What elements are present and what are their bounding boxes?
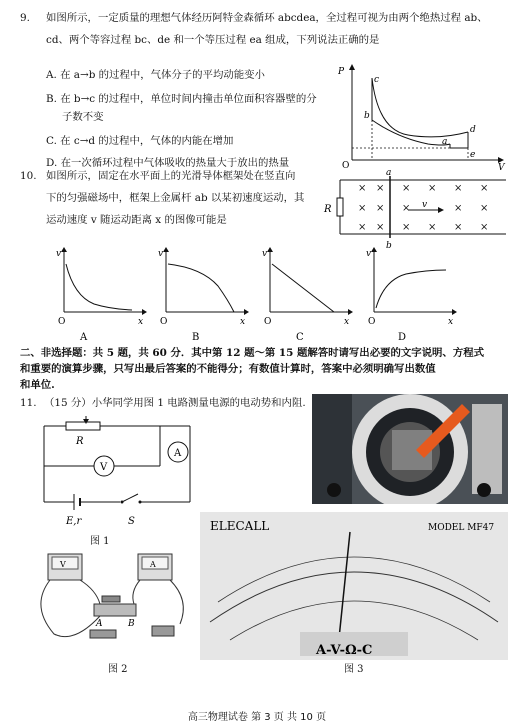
svg-text:A: A	[174, 448, 182, 459]
svg-text:v: v	[366, 249, 372, 259]
graph-option-b	[152, 246, 252, 342]
graph-option-c-label: C	[296, 332, 304, 342]
svg-text:A: A	[96, 619, 103, 629]
q9-line1: 如图所示，一定质量的理想气体经历阿特金森循环 abcdea，全过程可视为由两个绝热过程 ab、	[46, 12, 488, 24]
svg-text:b: b	[386, 241, 392, 251]
q9-line2: cd、两个等容过程 bc、de 和一个等压过程 ea 组成，下列说法正确的是	[46, 34, 380, 46]
graph-option-d	[360, 246, 460, 342]
svg-text:×: ×	[358, 203, 367, 214]
svg-text:O: O	[264, 317, 272, 327]
svg-text:x: x	[240, 317, 246, 327]
svg-text:×: ×	[376, 222, 385, 233]
svg-text:×: ×	[358, 222, 367, 233]
svg-text:×: ×	[402, 222, 411, 233]
svg-text:v: v	[262, 249, 268, 259]
svg-text:×: ×	[428, 183, 437, 194]
svg-text:ELECALL: ELECALL	[210, 519, 270, 533]
svg-text:x: x	[344, 317, 350, 327]
svg-text:×: ×	[376, 183, 385, 194]
pv-origin: O	[342, 161, 350, 171]
multimeter-scale-photo	[200, 512, 508, 660]
svg-text:d: d	[470, 125, 476, 135]
q9-option-c: C. 在 c→d 的过程中，气体的内能在增加	[46, 135, 234, 147]
q9-number: 9.	[20, 12, 30, 24]
q9-option-a: A. 在 a→b 的过程中，气体分子的平均动能变小	[46, 69, 265, 81]
svg-text:R: R	[324, 204, 332, 215]
svg-text:c: c	[374, 75, 380, 85]
graph-option-d-label: D	[398, 332, 407, 342]
figure1-caption: 图 1	[90, 536, 110, 547]
pv-ylabel: P	[338, 67, 345, 77]
svg-text:×: ×	[454, 183, 463, 194]
svg-text:×: ×	[402, 203, 411, 214]
q10-line1: 如图所示，固定在水平面上的光滑导体框架处在竖直向	[46, 170, 296, 182]
page-footer: 高三物理试卷 第 3 页 共 10 页	[187, 712, 327, 723]
q9-option-d: D. 在一次循环过程中气体吸收的热量大于放出的热量	[46, 157, 290, 169]
graph-option-a-label: A	[80, 332, 88, 342]
svg-text:x: x	[138, 317, 144, 327]
figure1-circuit	[30, 412, 200, 538]
svg-text:V: V	[100, 462, 108, 473]
svg-text:×: ×	[480, 222, 489, 233]
svg-text:S: S	[128, 516, 135, 527]
figure2-caption: 图 2	[108, 664, 128, 675]
pv-xlabel: V	[498, 163, 505, 172]
svg-text:×: ×	[402, 183, 411, 194]
graph-option-b-label: B	[192, 332, 200, 342]
svg-text:O: O	[368, 317, 376, 327]
q11-number: 11.	[20, 397, 37, 409]
svg-text:×: ×	[480, 183, 489, 194]
svg-text:A: A	[150, 560, 156, 569]
figure3-caption: 图 3	[344, 664, 364, 675]
svg-text:v: v	[158, 249, 164, 259]
svg-text:b: b	[364, 111, 370, 121]
section2-line1: 二、非选择题：共 5 题，共 60 分．其中第 12 题～第 15 题解答时请写出必要的文字说明、方程式	[20, 347, 484, 359]
svg-text:×: ×	[358, 183, 367, 194]
graph-option-a	[50, 246, 150, 342]
svg-text:×: ×	[454, 203, 463, 214]
figure2-sketch	[30, 546, 210, 654]
graph-option-c	[256, 246, 356, 342]
svg-text:×: ×	[454, 222, 463, 233]
q9-option-b-line2: 子数不变	[62, 111, 104, 123]
svg-text:O: O	[160, 317, 168, 327]
q9-option-b-line1: B. 在 b→c 的过程中，单位时间内撞击单位面积容器壁的分	[46, 93, 317, 105]
svg-text:B: B	[128, 619, 135, 629]
section2-line2: 和重要的演算步骤，只写出最后答案的不能得分；有数值计算时，答案中必须明确写出数值	[20, 363, 436, 375]
q10-line3: 运动速度 v 随运动距离 x 的图像可能是	[46, 214, 227, 226]
svg-text:×: ×	[428, 222, 437, 233]
q10-number: 10.	[20, 170, 37, 182]
svg-text:V: V	[60, 560, 66, 569]
svg-text:E,r: E,r	[66, 516, 82, 527]
magnetic-frame-figure	[318, 166, 510, 252]
q11-text: （15 分）小华同学用图 1 电路测量电源的电动势和内阻.	[44, 397, 306, 409]
svg-text:×: ×	[480, 203, 489, 214]
svg-text:v: v	[422, 200, 428, 210]
svg-text:A-V-Ω-C: A-V-Ω-C	[316, 643, 373, 658]
multimeter-dial-photo	[312, 394, 508, 504]
svg-text:v: v	[56, 249, 62, 259]
q10-line2: 下的匀强磁场中，框架上金属杆 ab 以某初速度运动，其	[46, 192, 305, 204]
svg-text:a: a	[386, 168, 392, 178]
svg-text:x: x	[448, 317, 454, 327]
section2-line3: 和单位.	[20, 379, 55, 391]
svg-text:a: a	[442, 137, 448, 147]
svg-text:e: e	[470, 150, 476, 160]
svg-text:MODEL MF47: MODEL MF47	[428, 523, 495, 533]
svg-text:O: O	[58, 317, 66, 327]
svg-text:×: ×	[376, 203, 385, 214]
pv-cycle-graph	[338, 60, 508, 172]
svg-text:R: R	[76, 436, 84, 447]
